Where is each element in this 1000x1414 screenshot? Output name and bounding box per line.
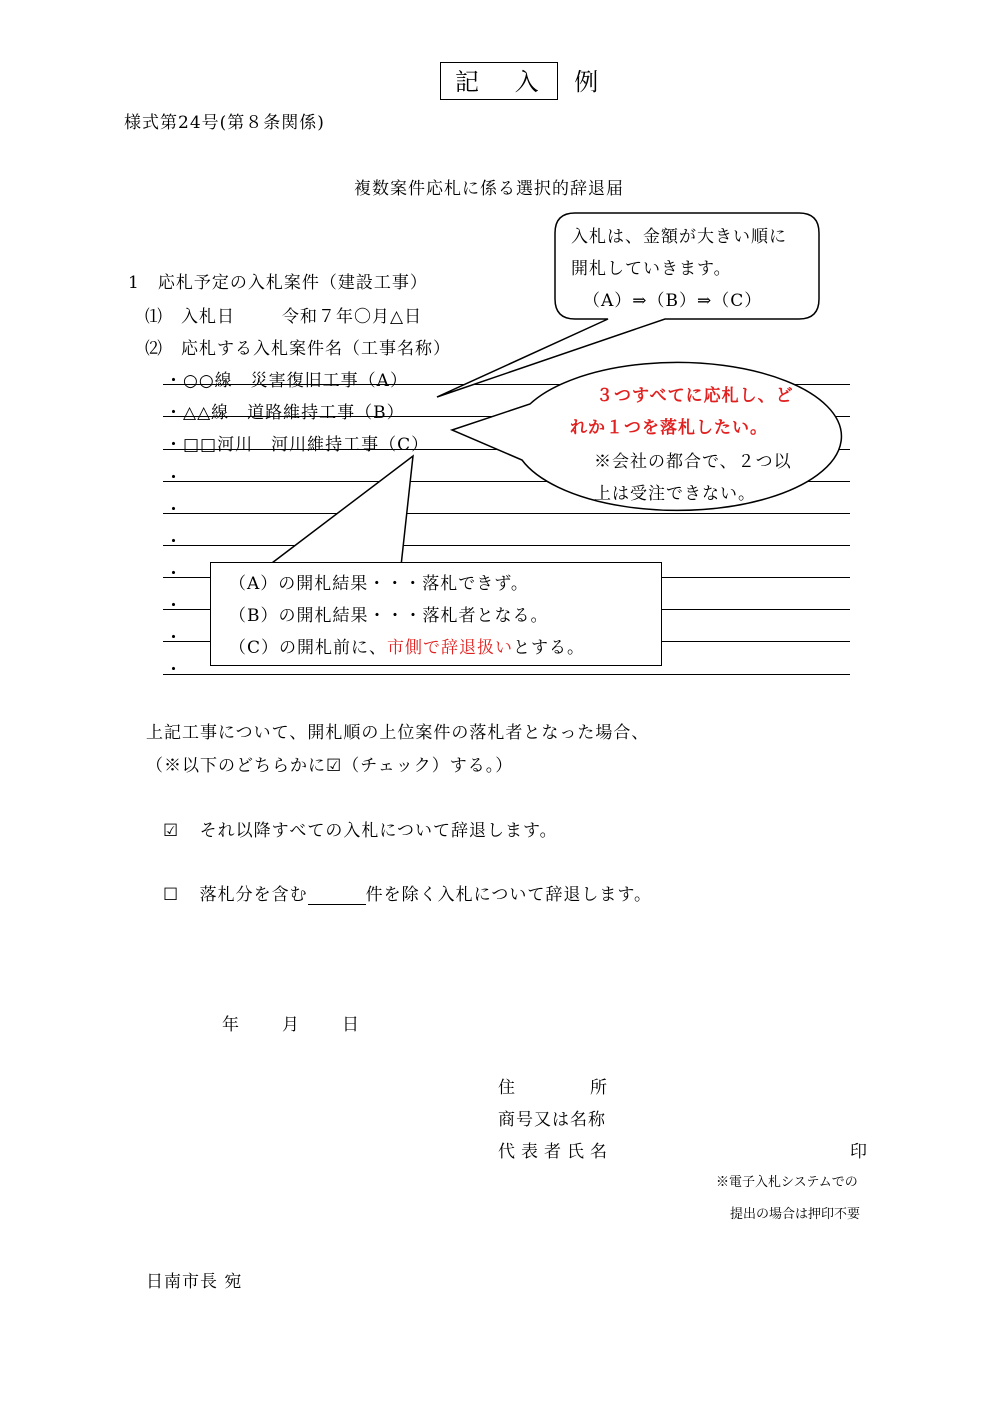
- statement-line2: （※以下のどちらかに☑（チェック）する。）: [146, 756, 514, 776]
- document-title: 複数案件応札に係る選択的辞退届: [354, 179, 624, 199]
- result-line-a: （A）の開札結果・・・落札できず。: [229, 574, 529, 594]
- bid-date-value: 令和７年〇月△日: [282, 307, 423, 327]
- callout-right-line1: ３つすべてに応札し、ど: [596, 386, 794, 406]
- result-line-c-pre: （C）の開札前に、: [229, 638, 388, 658]
- statement-line1: 上記工事について、開札順の上位案件の落札者となった場合、: [146, 723, 650, 743]
- section1-heading: 1 応札予定の入札案件（建設工事）: [128, 273, 428, 293]
- result-line-c-post: とする。: [513, 638, 586, 658]
- option2-checkbox[interactable]: ☐: [163, 885, 180, 905]
- project-item-a: ・○○線 災害復旧工事（A）: [165, 371, 408, 391]
- project-item-blank: ・: [165, 596, 183, 616]
- example-title: 記 入 例: [440, 62, 558, 100]
- option1-text: それ以降すべての入札について辞退します。: [199, 821, 558, 841]
- form-number: 様式第24号(第８条関係): [124, 113, 325, 133]
- callout-right-line2: れか１つを落札したい。: [570, 418, 768, 438]
- result-box: [210, 562, 662, 666]
- option2-text-post: を除く入札について辞退します。: [383, 885, 652, 905]
- result-line-c-red: 市側で辞退扱い: [387, 638, 514, 658]
- project-item-blank: ・: [165, 468, 183, 488]
- address-label: 住 所: [498, 1078, 613, 1098]
- option1-checkbox[interactable]: ☑: [163, 821, 180, 841]
- project-item-blank: ・: [165, 564, 183, 584]
- callout-top-line1: 入札は、金額が大きい順に: [571, 227, 787, 247]
- bid-date-label: ⑴ 入札日: [145, 307, 235, 327]
- seal-note-1: ※電子入札システムでの: [716, 1175, 858, 1190]
- projects-label: ⑵ 応札する入札案件名（工事名称）: [145, 339, 451, 359]
- option2-text-unit: 件: [365, 885, 384, 905]
- date-day-label: 日: [342, 1015, 360, 1035]
- callout-right-line4: 上は受注できない。: [594, 484, 756, 504]
- project-item-blank: ・: [165, 660, 183, 680]
- project-item-b: ・△△線 道路維持工事（B）: [165, 403, 405, 423]
- project-item-blank: ・: [165, 628, 183, 648]
- callout-top-line2: 開札していきます。: [571, 259, 732, 279]
- callout-top-line3: （A）⇒（B）⇒（C）: [583, 291, 763, 311]
- date-month-label: 月: [282, 1015, 300, 1035]
- result-line-c: [229, 633, 585, 658]
- seal-mark: 印: [850, 1142, 868, 1162]
- company-label: 商号又は名称: [498, 1110, 606, 1130]
- option2-count-blank[interactable]: [308, 886, 366, 905]
- addressee: 日南市長 宛: [146, 1272, 243, 1292]
- callout-right-line3: ※会社の都合で、２つ以: [594, 452, 792, 472]
- project-item-c: ・□□河川 河川維持工事（C）: [165, 435, 430, 455]
- option2-text-pre: 落札分を含む: [199, 885, 308, 905]
- project-item-blank: ・: [165, 500, 183, 520]
- seal-note-2: 提出の場合は押印不要: [730, 1207, 861, 1222]
- option1-row: [163, 816, 558, 841]
- representative-label: 代表者氏名: [498, 1142, 613, 1162]
- date-year-label: 年: [222, 1015, 240, 1035]
- project-item-blank: ・: [165, 532, 183, 552]
- result-line-b: （B）の開札結果・・・落札者となる。: [229, 606, 549, 626]
- option2-row: [163, 880, 652, 905]
- result-box-pointer: [268, 456, 413, 566]
